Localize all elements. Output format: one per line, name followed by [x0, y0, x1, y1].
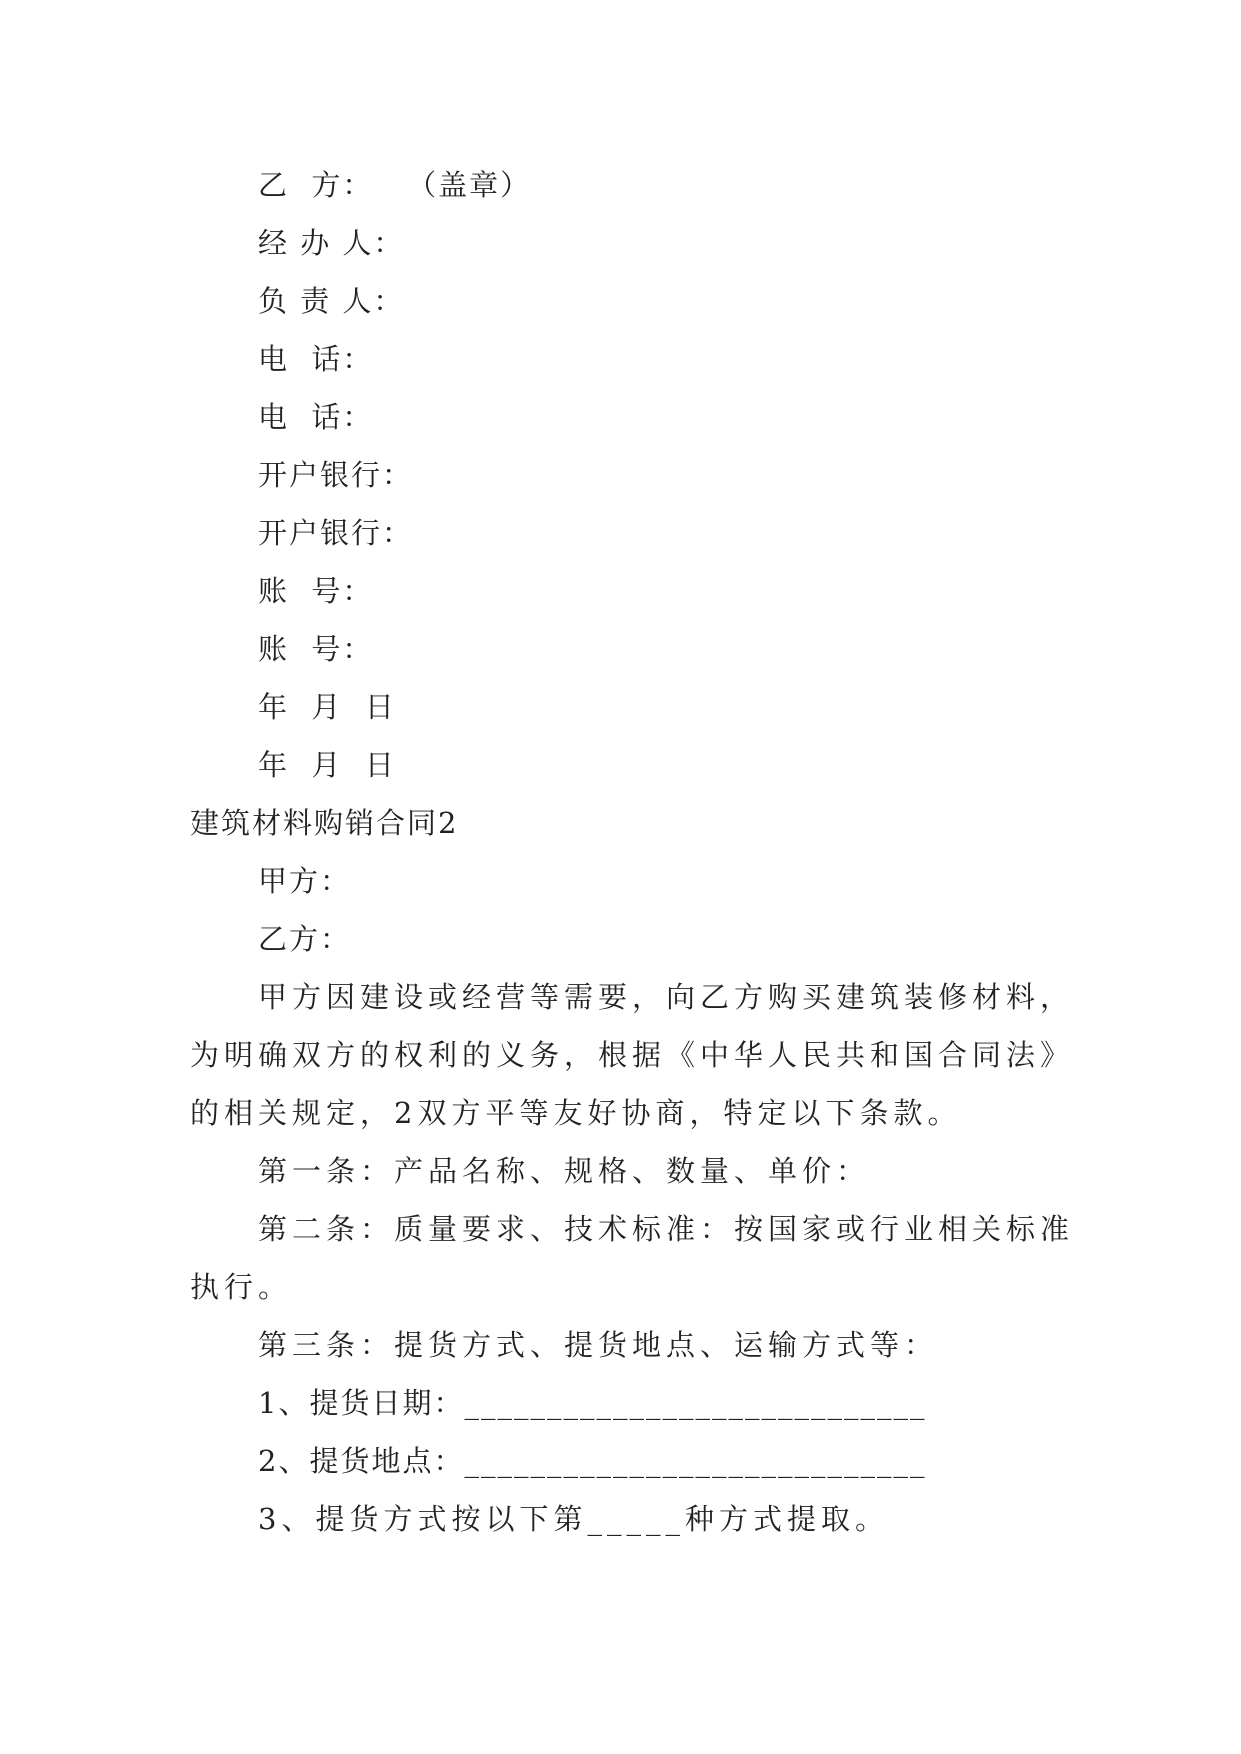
party-b-seal-line: 乙 方： （盖章） — [258, 168, 532, 202]
date-line: 年 月 日 — [258, 690, 396, 724]
handler-line: 经 办 人： — [258, 226, 405, 260]
clause-1: 第一条：产品名称、规格、数量、单价： — [258, 1154, 871, 1188]
paragraph-line: 甲方因建设或经营等需要，向乙方购买建筑装修材料， — [258, 980, 1075, 1014]
contract-title: 建筑材料购销合同2 — [190, 806, 459, 840]
paragraph-line: 为明确双方的权利的义务，根据《中华人民共和国合同法》 — [190, 1038, 1075, 1072]
responsible-person-line: 负 责 人： — [258, 284, 405, 318]
clause-2-continued: 执行。 — [190, 1270, 293, 1304]
party-a-line: 甲方： — [258, 864, 352, 898]
phone-line: 电 话： — [258, 342, 374, 376]
clause-3: 第三条：提货方式、提货地点、运输方式等： — [258, 1328, 939, 1362]
pickup-location-line: 2、提货地点：____________________________ — [258, 1444, 927, 1478]
phone-line: 电 话： — [258, 400, 374, 434]
bank-line: 开户银行： — [258, 516, 414, 550]
date-line: 年 月 日 — [258, 748, 396, 782]
paragraph-line: 的相关规定，2双方平等友好协商，特定以下条款。 — [190, 1096, 962, 1130]
pickup-date-line: 1、提货日期：____________________________ — [258, 1386, 927, 1420]
pickup-method-line: 3、提货方式按以下第_____种方式提取。 — [258, 1502, 889, 1536]
account-line: 账 号： — [258, 632, 374, 666]
party-b-line: 乙方： — [258, 922, 352, 956]
clause-2: 第二条：质量要求、技术标准：按国家或行业相关标准 — [258, 1212, 1075, 1246]
bank-line: 开户银行： — [258, 458, 414, 492]
account-line: 账 号： — [258, 574, 374, 608]
